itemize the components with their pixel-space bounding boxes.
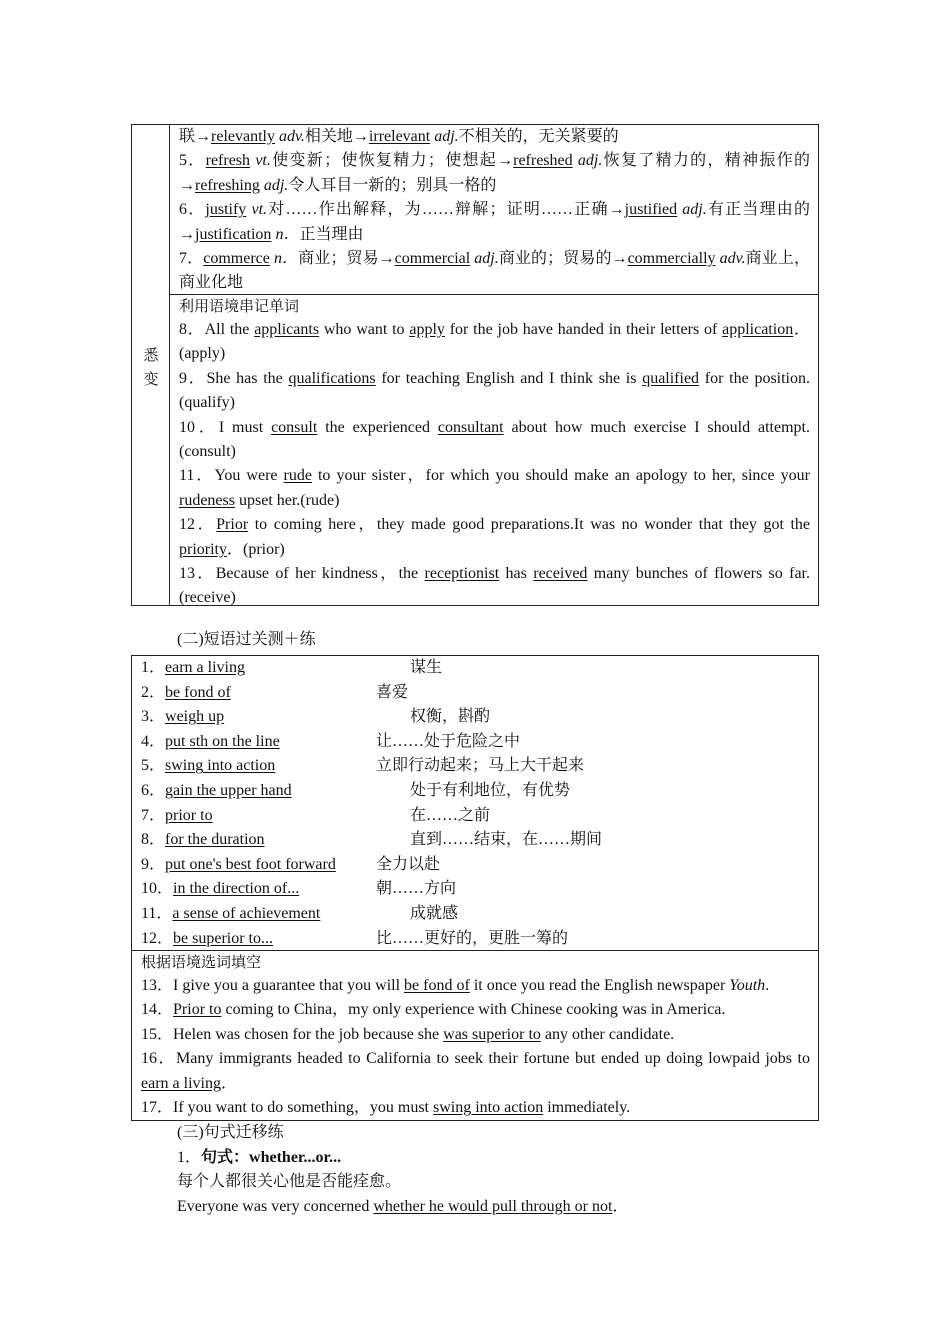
phrase-row <box>132 656 818 681</box>
fill-item: 17．If you want to do something，you must swing into action immediately. <box>141 1099 631 1117</box>
phrase-row <box>132 853 818 878</box>
word-family-line: 7．commerce n．商业；贸易→commercial adj.商业的；贸易的→commercially adv.商业上，商业化地 <box>179 250 810 292</box>
phrase-english: 9．put one's best foot forward <box>141 855 336 873</box>
phrase-row <box>132 828 818 853</box>
phrase-list <box>132 656 818 951</box>
phrase-chinese: 比……更好的，更胜一筹的 <box>376 929 569 947</box>
phrase-row <box>132 877 818 902</box>
exercise-item: 11．You were rude to your sister，for which you should make an apology to her, since your rudeness upset her.(rude) <box>179 467 810 509</box>
phrase-chinese: 权衡，斟酌 <box>410 708 491 726</box>
exercise-item: 8．All the applicants who want to apply for the job have handed in their letters of application．(apply) <box>179 321 810 363</box>
context-word-cell <box>170 295 818 605</box>
phrase-chinese: 朝……方向 <box>376 880 457 898</box>
phrase-row <box>132 681 818 706</box>
phrase-english: 6．gain the upper hand <box>141 782 292 799</box>
phrase-english: 2．be fond of <box>141 683 231 701</box>
fill-item: 14．Prior to coming to China，my only experience with Chinese cooking was in America. <box>141 1001 726 1019</box>
pattern-english: Everyone was very concerned whether he would pull through or not． <box>177 1197 629 1215</box>
phrase-row <box>132 779 818 804</box>
phrase-row <box>132 902 818 927</box>
exercise-item: 9．She has the qualifications for teaching English and I think she is qualified for the position.(qualify) <box>179 369 811 412</box>
fill-item: 16．Many immigrants headed to California to seek their fortune but ended up doing lowpaid jobs to earn a living． <box>141 1050 810 1092</box>
phrase-row <box>132 927 818 952</box>
phrase-english: 5．swing into action <box>141 757 276 775</box>
side-char-2: 变 <box>143 370 159 388</box>
section-heading: 根据语境选词填空 <box>141 953 262 971</box>
phrase-row <box>132 754 818 779</box>
phrase-english: 7．prior to <box>141 806 213 824</box>
phrase-table <box>131 655 819 1121</box>
phrase-chinese: 处于有利地位，有优势 <box>410 782 571 799</box>
phrase-row <box>132 705 818 730</box>
sentence-pattern-section <box>177 1121 628 1219</box>
phrase-chinese: 在……之前 <box>410 806 491 824</box>
side-label-cell <box>132 125 170 605</box>
fill-item: 15．Helen was chosen for the job because she was superior to any other candidate. <box>141 1025 675 1043</box>
word-family-line: 联→relevantly adv.相关地→irrelevant adj.不相关的，无关紧要的 <box>179 128 619 145</box>
phrase-chinese: 让……处于危险之中 <box>376 732 521 750</box>
phrase-chinese: 全力以赴 <box>376 855 441 873</box>
phrase-english: 12．be superior to... <box>141 929 273 947</box>
exercise-item: 10．I must consult the experienced consultant about how much exercise I should attempt.(consult) <box>179 418 810 461</box>
word-family-line: 5．refresh vt.使变新；使恢复精力；使想起→refreshed adj.恢复了精力的，精神振作的→refreshing adj.令人耳目一新的；别具一格的 <box>179 152 810 194</box>
phrase-row <box>132 804 818 829</box>
side-label <box>132 343 170 391</box>
fill-in-blank-cell <box>132 951 818 1120</box>
exercise-item: 12．Prior to coming here，they made good preparations.It was no wonder that they got the priority．(prior) <box>179 516 810 558</box>
phrase-chinese: 直到……结束，在……期间 <box>410 831 603 849</box>
section-heading: 利用语境串记单词 <box>179 297 300 315</box>
phrase-english: 1．earn a living <box>141 659 245 676</box>
exercise-item: 13．Because of her kindness，the receptionist has received many bunches of flowers so far.(receive) <box>179 565 810 607</box>
word-family-cell <box>170 125 818 295</box>
pattern-heading: (三)句式迁移练 <box>177 1124 284 1141</box>
phrase-chinese: 成就感 <box>410 905 459 922</box>
pattern-item: 1．句式：whether...or... <box>177 1148 342 1166</box>
phrase-chinese: 谋生 <box>410 659 443 676</box>
phrase-english: 4．put sth on the line <box>141 732 280 750</box>
phrase-english: 11．a sense of achievement <box>141 905 321 922</box>
vocabulary-table <box>131 124 819 606</box>
phrase-chinese: 立即行动起来；马上大干起来 <box>376 757 585 775</box>
fill-item: 13．I give you a guarantee that you will be fond of it once you read the English newspaper Youth. <box>141 977 770 994</box>
phrase-chinese: 喜爱 <box>376 683 409 701</box>
phrase-english: 10．in the direction of... <box>141 880 300 898</box>
word-family-line: 6．justify vt.对……作出解释，为……辩解；证明……正确→justified adj.有正当理由的→justification n．正当理由 <box>179 201 810 243</box>
phrase-section-heading: (二)短语过关测＋练 <box>177 631 316 648</box>
phrase-english: 3．weigh up <box>141 708 225 726</box>
phrase-english: 8．for the duration <box>141 831 265 849</box>
pattern-chinese: 每个人都很关心他是否能痊愈。 <box>177 1173 402 1190</box>
phrase-row <box>132 730 818 755</box>
side-char-1: 悉 <box>143 346 159 364</box>
